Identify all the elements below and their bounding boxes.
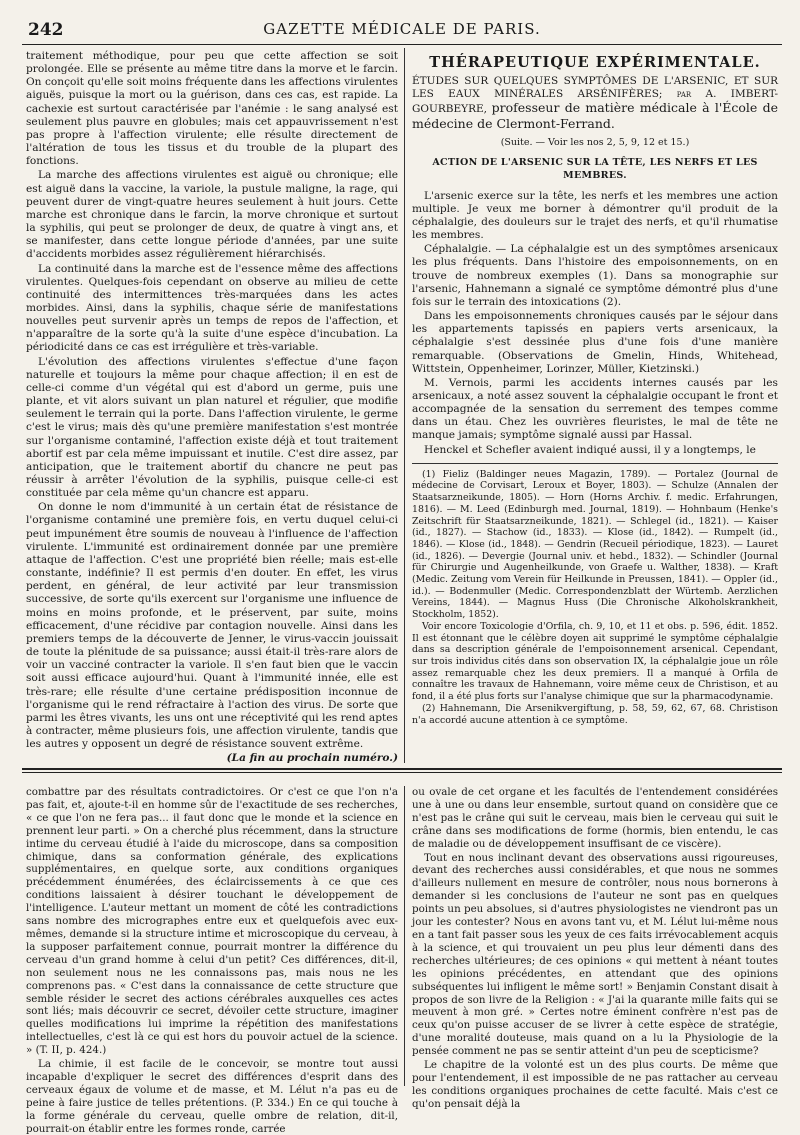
continuation-note: (La fin au prochain numéro.) — [226, 752, 398, 765]
paragraph: L'évolution des affections virulentes s'effectue d'une façon naturelle et toujours la même pour chaque affection; il en est de celle-ci comme d'un végétal qui est d'abord un germe, puis une plante, et vit alors suivant un plan naturel et régulier, que modifie seulement le terrain qui la porte. Dans l'affection virulente, le germe c'est le virus; mais dès qu'une première manifestation s'est montrée sur l'organisme contaminé, l'affection existe déjà et tout traitement abortif est par cela même impuissant et inutile. C'est dire assez, par anticipation, que le traitement abortif du chancre ne peut pas réussir à arrêter l'évolution de la syphilis, puisque celle-ci est constituée par cela même qu'un chancre est apparu. — [26, 355, 398, 500]
lower-left-column — [26, 786, 398, 1135]
section-title: THÉRAPEUTIQUE EXPÉRIMENTALE. — [429, 54, 761, 71]
footnote: Voir encore Toxicologie d'Orfila, ch. 9, 10, et 11 et obs. p. 596, édit. 1852. Il est étonnant que le célèbre doyen ait supprimé le symptôme céphalalgie dans sa description générale de l'empoisonnement arsenical. Cependant, sur trois individus cités dans son observation IX, la céphalalgie joue un rôle assez remarquable chez les deux premiers. Il a manqué à Orfila de connaître les travaux de Hahnemann, voire même ceux de Christison, et au fond, il a été plus forts sur l'analyse chimique que sur la pharmacodynamie. — [412, 620, 778, 703]
paragraph: traitement méthodique, pour peu que cette affection se soit prolongée. Elle se présente au même titre dans la morve et le farcin. On conçoit qu'elle soit moins fréquente dans les affections virulentes aiguës, puisque la mort ou la guérison, dans ces cas, est rapide. La cachexie est surtout caractérisée par l'anémie : le sang analysé est seulement plus pauvre en globules; mais cet appauvrissement n'est pas propre à l'affection virulente; elle résulte directement de l'altération de tous les tissus et du trouble de la plupart des fonctions. — [26, 50, 398, 168]
paragraph: Henckel et Schefler avaient indiqué aussi, il y a longtemps, le — [424, 443, 756, 456]
article-heading — [412, 75, 778, 131]
paragraph: combattre par des résultats contradictoires. Or c'est ce que l'on n'a pas fait, et, ajoute-t-il en homme sûr de l'exactitude de ses recherches, « ce que l'on ne fera pas... il faut donc que le monde et la science en prennent leur parti. » On a cherché plus récemment, dans la structure intime du cerveau étudié à l'aide du microscope, dans sa composition chimique, dans sa conformation générale, des explications supplémentaires, en quelque sorte, aux conditions organiques précédemment énumérées, des éclaircissements à ce que ces conditions laissaient à désirer touchant le développement de l'intelligence. L'auteur mettant un moment de côté les contradictions sans nombre des micrographes entre eux et quelquefois avec eux-mêmes, demande si la structure intime et microscopique du cerveau, à la supposer parfaitement connue, pourrait montrer la différence du cerveau d'un grand homme à celui d'un petit? Ces différences, dit-il, non seulement nous ne les connaissons pas, mais nous ne les comprenons pas. « C'est dans la connaissance de cette structure que semble résider le secret des actions cérébrales auxquelles ces actes sont liés; mais découvrir ce secret, dévoiler cette structure, imaginer quelles modifications lui imprime la répétition des manifestations intellectuelles, c'est là ce qui est hors du pouvoir actuel de la science. » (T. II, p. 424.) — [26, 786, 398, 1057]
feuilleton-rule-thin — [22, 772, 782, 773]
paragraph: Dans les empoisonnements chroniques causés par le séjour dans les appartements tapissés en papiers verts arsenicaux, la céphalalgie s'est dessinée plus d'une fois d'une manière remarquable. (Observations de Gmelin, Hinds, Whitehead, Wittstein, Oppenheimer, Lorinzer, Müller, Kietzinski.) — [412, 310, 778, 375]
left-column — [26, 50, 398, 765]
paragraph: La marche des affections virulentes est aiguë ou chronique; elle est aiguë dans la vaccine, la variole, la pustule maligne, la rage, qui peuvent durer de vingt-quatre heures seulement à huit jours. Cette marche est chronique dans le farcin, la morve chronique et surtout la syphilis, qui peut se prolonger de deux, de quatre à vingt ans, et se manifester, dans cette longue période d'années, par une suite d'accidents morbides assez régulièrement hiérarchisés. — [26, 169, 398, 261]
paragraph: M. Vernois, parmi les accidents internes causés par les arsenicaux, a noté assez souvent la céphalalgie occupant le front et accompagnée de la sensation du serrement des tempes comme dans un étau. Chez les ouvrières fleuristes, le mal de tête ne manque jamais; symptôme signalé aussi par Hassal. — [412, 376, 778, 442]
footnote-divider — [412, 463, 778, 464]
footnote: (2) Hahnemann, Die Arsenikvergiftung, p. 58, 59, 62, 67, 68. Christison n'a accordé aucune attention à ce symptôme. — [412, 702, 778, 726]
paragraph: Le chapitre de la volonté est un des plus courts. De même que pour l'entendement, il est impossible de ne pas rattacher au cerveau les conditions organiques prochaines de cette faculté. Mais c'est ce qu'on pensait déjà la — [412, 1059, 778, 1110]
column-divider — [404, 48, 405, 763]
paragraph: Tout en nous inclinant devant des observations aussi rigoureuses, devant des recherches aussi considérables, et que nous ne sommes d'ailleurs nullement en mesure de contrôler, nous nous bornerons à demander si les conclusions de l'auteur ne sont pas en quelques points un peu absolues, si d'autres physiologistes ne viendront pas un jour les contester? Nous en avons tant vu, et M. Lélut lui-même nous en a tant fait passer sous les yeux de ces faits irrévocablement acquis à la science, et qui trouvaient un peu plus leur démenti dans des recherches ultérieures; de ces opinions « qui mettent à néant toutes les opinions précédentes, en attendant que des opinions subséquentes lui infligent le même sort! » Benjamin Constant disait à propos de son livre de la Religion : « J'ai la quarante mille faits qui se meuvent à mon gré. » Certes notre éminent confrère n'est pas de ceux qu'on puisse accuser de se livrer à cette espèce de stratégie, d'une moralité douteuse, mais quand on a lu la Physiologie de la pensée comment ne pas se sentir atteint d'un peu de scepticisme? — [412, 851, 778, 1058]
journal-title: GAZETTE MÉDICALE DE PARIS. — [263, 20, 541, 38]
paragraph: On donne le nom d'immunité à un certain état de résistance de l'organisme contaminé une première fois, en vertu duquel celui-ci peut impunément être soumis de nouveau à l'influence de l'affection virulente. L'immunité est ordinairement donnée par une première attaque de l'affection. C'est une propriété bien réelle; mais est-elle constante, indéfinie? Il est permis d'en douter. En effet, les virus perdent, en général, de leur activité par leur transmission successive, de sorte qu'ils exercent sur l'organisme une influence de moins en moins profonde, et le préservent, par suite, moins efficacement, d'une récidive par contagion nouvelle. Ainsi dans les premiers temps de la découverte de Jenner, le virus-vaccin jouissait de toute la plénitude de sa puissance; aussi était-il très-rare alors de voir un vacciné contracter la variole. Il s'en faut bien que le vaccin soit aussi efficace aujourd'hui. Quant à l'immunité innée, elle est très-rare; elle résulte d'une certaine prédisposition inconnue de l'organisme qui le rend réfractaire à l'action des virus. De sorte que parmi les êtres vivants, les uns ont une réceptivité qui les rend aptes à contracter, même plusieurs fois, une affection virulente, tandis que les autres y opposent un degré de résistance souvent extrême. — [26, 501, 398, 751]
footnotes — [412, 469, 778, 726]
paragraph: L'arsenic exerce sur la tête, les nerfs et les membres une action multiple. Je veux me borner à démontrer qu'il produit de la céphalalgie, des douleurs sur le trajet des nerfs, et qu'il rhumatise les membres. — [412, 189, 778, 242]
suite-note: (Suite. — Voir les nos 2, 5, 9, 12 et 15.) — [500, 137, 690, 149]
right-column — [412, 50, 778, 765]
page-header — [22, 14, 782, 40]
paragraph: ou ovale de cet organe et les facultés de l'entendement considérées une à une ou dans leur ensemble, surtout quand on considère que ce n'est pas le crâne qui suit le cerveau, mais bien le cerveau qui suit le crâne dans ses modifications de forme (hormis, bien entendu, le cas de maladie ou de développement insuffisant de ce viscère). — [412, 786, 778, 850]
article-title: ÉTUDES SUR QUELQUES SYMPTÔMES DE L'ARSENIC, ET SUR LES EAUX MINÉRALES ARSÉNIFÈRES; par A. IMBERT-GOURBEYRE, — [412, 75, 778, 116]
footnote: (1) Fieliz (Baldinger neues Magazin, 1789). — Portalez (Journal de médecine de Corvisart, Leroux et Boyer, 1803). — Schulze (Annalen der Staatsarzneikunde, 1805). — Horn (Horns Archiv. f. medic. Erfahrungen, 1816). — M. Leed (Edinburgh med. Journal, 1819). — Hohnbaum (Henke's Zeitschrift für Staatsarzneikunde, 1821). — Schlegel (id., 1821). — Kaiser (id., 1827). — Stachow (id., 1833). — Klose (id., 1842). — Rumpelt (id., 1846). — Klose (id., 1848). — Gendrin (Recueil périodique, 1823). — Lauret (id., 1826). — Devergie (Journal univ. et hebd., 1832). — Schindler (Journal für Chirurgie und Augenheilkunde, von Graefe u. Walther, 1838). — Kraft (Medic. Zeitung vom Verein für Heilkunde in Preussen, 1841). — Oppler (id., id.). — Bodenmuller (Medic. Correspondenzblatt der Würtemb. Aerzlichen Vereins, 1844). — Magnus Huss (Die Chronische Alkoholskrankheit, Stockholm, 1852). — [412, 468, 778, 621]
column-divider — [404, 786, 405, 1086]
feuilleton-rule — [22, 768, 782, 770]
header-rule — [22, 44, 782, 45]
subsection-title: ACTION DE L'ARSENIC SUR LA TÊTE, LES NERFS ET LES MEMBRES. — [432, 157, 758, 182]
paragraph: La continuité dans la marche est de l'essence même des affections virulentes. Quelques-fois cependant on observe au milieu de cette continuité des intermittences très-marquées dans les actes morbides. Ainsi, dans la syphilis, chaque série de manifestations nouvelles peut survenir après un temps de repos de l'affection, et n'apparaître de la sorte qu'à la suite d'une espèce d'incubation. La périodicité dans ce cas est irrégulière et très-variable. — [26, 262, 398, 354]
paragraph: Céphalalgie. — La céphalalgie est un des symptômes arsenicaux les plus fréquents. Dans l'histoire des empoisonnements, on en trouve de nombreux exemples (1). Dans sa monographie sur l'arsenic, Hahnemann a signalé ce symptôme démontré plus d'une fois sur le terrain des intoxications (2). — [412, 243, 778, 308]
article-author: professeur de matière médicale à l'École de médecine de Clermont-Ferrand. — [412, 100, 779, 131]
paragraph: La chimie, il est facile de le concevoir, se montre tout aussi incapable d'expliquer le secret des différences d'esprit dans des cerveaux égaux de volume et de masse, et M. Lélut n'a pas eu de peine à faire justice de telles prétentions. (P. 334.) En ce qui touche à la forme générale du cerveau, quelle ombre de relation, dit-il, pourrait-on établir entre les formes ronde, carrée — [26, 1058, 398, 1135]
page-number: 242 — [28, 20, 64, 40]
lower-right-column — [412, 786, 778, 1110]
